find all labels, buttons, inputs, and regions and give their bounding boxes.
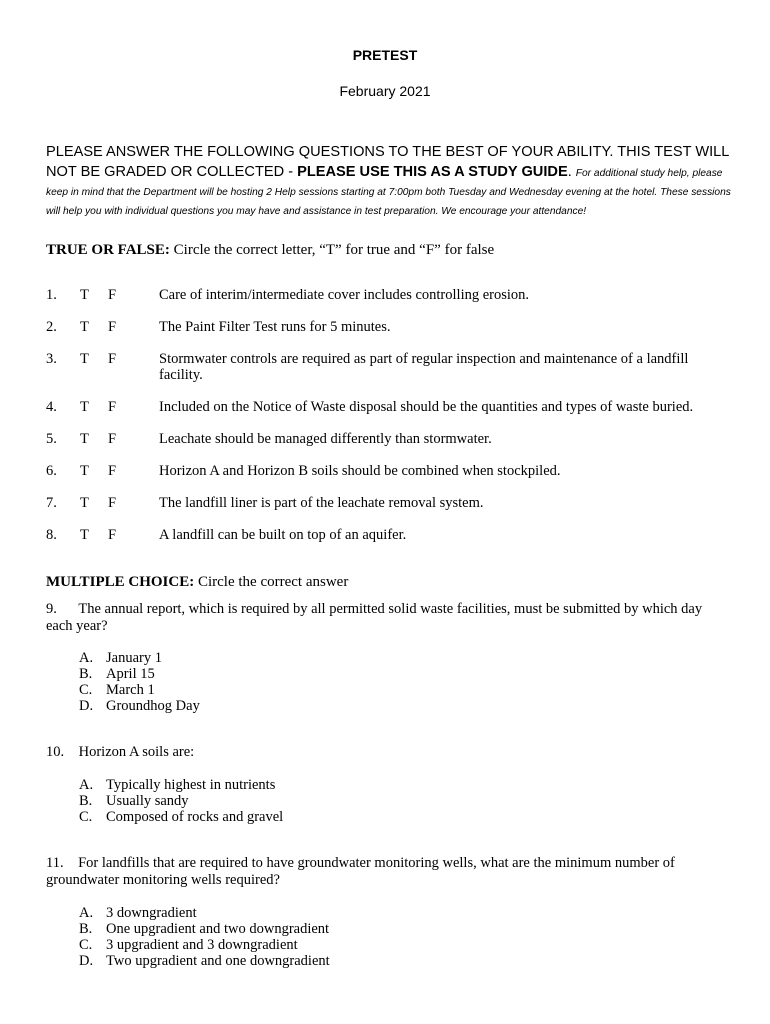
true-option[interactable]: T [80, 527, 89, 543]
option-text: Composed of rocks and gravel [106, 809, 284, 825]
multiple-choice-heading [46, 574, 348, 591]
option-text: April 15 [106, 666, 155, 682]
question-statement: Leachate should be managed differently than stormwater. [159, 431, 492, 447]
question-statement: The landfill liner is part of the leachate removal system. [159, 495, 484, 511]
option-letter: B. [79, 921, 93, 937]
question-number: 1. [46, 287, 57, 303]
option-letter: A. [79, 777, 94, 793]
page-title: PRETEST [352, 47, 418, 63]
option-letter: A. [79, 650, 94, 666]
question-number: 5. [46, 431, 57, 447]
mc-question-9: 9. The annual report, which is required by all permitted solid waste facilities, must be submitted by which day each year? [46, 601, 706, 634]
instructions-note: For additional study help, please keep in mind that the Department will be hosting 2 Help sessions starting at 7:00pm both Tuesday and Wednesday evening at the hotel. These sessions will help you with individual questions you may have and assistance in test preparation. We encourage your attendance! [46, 168, 731, 217]
question-number: 3. [46, 351, 57, 367]
option-text: 3 upgradient and 3 downgradient [106, 937, 298, 953]
question-number: 8. [46, 527, 57, 543]
option-text: March 1 [106, 682, 155, 698]
multiple-choice-instruction: Circle the correct answer [194, 574, 349, 590]
question-statement: Care of interim/intermediate cover includes controlling erosion. [159, 287, 530, 303]
false-option[interactable]: F [108, 287, 117, 303]
question-number: 6. [46, 463, 57, 479]
question-number: 7. [46, 495, 57, 511]
question-statement: Included on the Notice of Waste disposal should be the quantities and types of waste buried. [159, 399, 694, 415]
option-letter: B. [79, 793, 93, 809]
question-statement: Horizon A and Horizon B soils should be combined when stockpiled. [159, 463, 561, 479]
option-text: Two upgradient and one downgradient [106, 953, 330, 969]
false-option[interactable]: F [108, 431, 117, 447]
question-statement: The Paint Filter Test runs for 5 minutes. [159, 319, 391, 335]
false-option[interactable]: F [108, 351, 117, 367]
true-false-heading [46, 242, 494, 259]
true-false-instruction: Circle the correct letter, “T” for true and “F” for false [169, 242, 495, 258]
true-false-title: TRUE OR FALSE: [46, 242, 170, 258]
option-text: January 1 [106, 650, 162, 666]
option-letter: C. [79, 937, 93, 953]
true-option[interactable]: T [80, 351, 89, 367]
option-letter: A. [79, 905, 94, 921]
true-option[interactable]: T [80, 463, 89, 479]
option-letter: D. [79, 953, 94, 969]
question-number: 2. [46, 319, 57, 335]
true-option[interactable]: T [80, 319, 89, 335]
instructions-block [46, 142, 736, 220]
false-option[interactable]: F [108, 463, 117, 479]
option-letter: C. [79, 682, 93, 698]
false-option[interactable]: F [108, 527, 117, 543]
option-letter: D. [79, 698, 94, 714]
mc-question-10: 10. Horizon A soils are: [46, 744, 195, 760]
page-date: February 2021 [339, 83, 431, 99]
option-letter: C. [79, 809, 93, 825]
true-option[interactable]: T [80, 399, 89, 415]
mc-question-11: 11. For landfills that are required to have groundwater monitoring wells, what are the minimum number of groundwater monitoring wells required? [46, 855, 679, 888]
option-text: Usually sandy [106, 793, 189, 809]
instructions-main-text: PLEASE ANSWER THE FOLLOWING QUESTIONS TO THE BEST OF YOUR ABILITY. THIS TEST WILL NOT BE GRADED OR COLLECTED - [46, 144, 729, 180]
option-text: 3 downgradient [106, 905, 197, 921]
instructions-study-guide: PLEASE USE THIS AS A STUDY GUIDE [297, 164, 568, 180]
question-statement: Stormwater controls are required as part of regular inspection and maintenance of a landfill facility. [159, 351, 689, 383]
true-option[interactable]: T [80, 495, 89, 511]
true-option[interactable]: T [80, 287, 89, 303]
true-option[interactable]: T [80, 431, 89, 447]
false-option[interactable]: F [108, 319, 117, 335]
question-number: 4. [46, 399, 57, 415]
instructions-period: . [567, 164, 576, 180]
option-text: Groundhog Day [106, 698, 200, 714]
false-option[interactable]: F [108, 495, 117, 511]
option-letter: B. [79, 666, 93, 682]
option-text: One upgradient and two downgradient [106, 921, 330, 937]
false-option[interactable]: F [108, 399, 117, 415]
option-text: Typically highest in nutrients [106, 777, 276, 793]
multiple-choice-title: MULTIPLE CHOICE: [46, 574, 195, 590]
question-statement: A landfill can be built on top of an aquifer. [159, 527, 407, 543]
